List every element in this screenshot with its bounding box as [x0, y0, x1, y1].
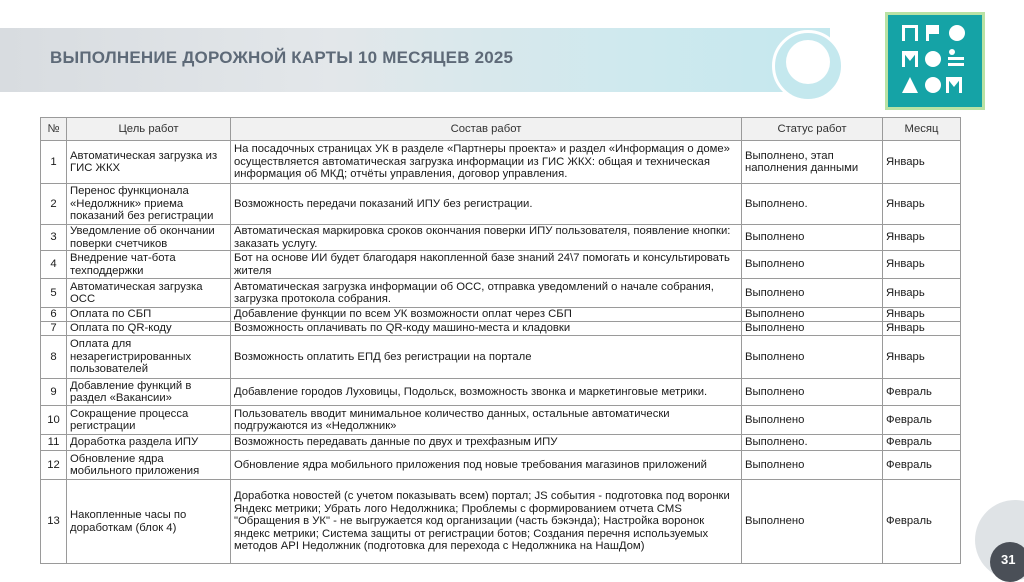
- cell-month: Январь: [883, 322, 961, 336]
- cell-content: Автоматическая загрузка информации об ОСС, отправка уведомлений о начале собрания, загрузка протокола собрания.: [231, 279, 742, 308]
- cell-goal: Сокращение процесса регистрации: [67, 406, 231, 435]
- cell-status: Выполнено: [742, 308, 883, 322]
- cell-status: Выполнено: [742, 225, 883, 251]
- cell-number: 10: [41, 406, 67, 435]
- cell-status: Выполнено: [742, 451, 883, 480]
- table-row: [41, 336, 961, 379]
- cell-content: Автоматическая маркировка сроков окончания поверки ИПУ пользователя, появление кнопки: заказать услугу.: [231, 225, 742, 251]
- cell-number: 1: [41, 141, 67, 184]
- cell-month: Февраль: [883, 435, 961, 451]
- cell-goal: Обновление ядра мобильного приложения: [67, 451, 231, 480]
- promoydom-logo: [885, 12, 985, 110]
- col-header-goal: Цель работ: [67, 118, 231, 141]
- cell-month: Январь: [883, 251, 961, 279]
- cell-goal: Доработка раздела ИПУ: [67, 435, 231, 451]
- cell-content: Бот на основе ИИ будет благодаря накопленной базе знаний 24\7 помогать и консультировать жителя: [231, 251, 742, 279]
- cell-month: Январь: [883, 279, 961, 308]
- col-header-number: №: [41, 118, 67, 141]
- cell-status: Выполнено: [742, 279, 883, 308]
- table-row: [41, 379, 961, 406]
- page-number-badge: [990, 542, 1024, 582]
- table-row: [41, 141, 961, 184]
- cell-content: На посадочных страницах УК в разделе «Партнеры проекта» и раздел «Информация о доме» осуществляется автоматическая загрузка информации из ГИС ЖКХ: общая и техническая информация об МКД; отчёты управления, договор управления.: [231, 141, 742, 184]
- table-row: [41, 225, 961, 251]
- page-number: 31: [1001, 552, 1016, 567]
- cell-status: Выполнено: [742, 336, 883, 379]
- cell-number: 4: [41, 251, 67, 279]
- cell-goal: Оплата для незарегистрированных пользователей: [67, 336, 231, 379]
- cell-number: 8: [41, 336, 67, 379]
- cell-month: Январь: [883, 336, 961, 379]
- table-row: [41, 451, 961, 480]
- table-row: [41, 279, 961, 308]
- cell-content: Возможность передачи показаний ИПУ без регистрации.: [231, 184, 742, 225]
- cell-content: Обновление ядра мобильного приложения под новые требования магазинов приложений: [231, 451, 742, 480]
- table-row: [41, 435, 961, 451]
- cell-content: Пользователь вводит минимальное количество данных, остальные автоматически подгружаются из «Недолжник»: [231, 406, 742, 435]
- cell-month: Февраль: [883, 480, 961, 564]
- cell-status: Выполнено, этап наполнения данными: [742, 141, 883, 184]
- cell-goal: Накопленные часы по доработкам (блок 4): [67, 480, 231, 564]
- col-header-status: Статус работ: [742, 118, 883, 141]
- roadmap-table: [40, 117, 961, 564]
- cell-number: 11: [41, 435, 67, 451]
- table-row: [41, 406, 961, 435]
- cell-goal: Автоматическая загрузка ОСС: [67, 279, 231, 308]
- cell-status: Выполнено: [742, 480, 883, 564]
- cell-status: Выполнено: [742, 322, 883, 336]
- cell-number: 12: [41, 451, 67, 480]
- cell-month: Январь: [883, 184, 961, 225]
- cell-status: Выполнено: [742, 406, 883, 435]
- col-header-content: Состав работ: [231, 118, 742, 141]
- cell-number: 3: [41, 225, 67, 251]
- cell-content: Добавление функции по всем УК возможности оплат через СБП: [231, 308, 742, 322]
- cell-goal: Перенос функционала «Недолжник» приема показаний без регистрации: [67, 184, 231, 225]
- col-header-month: Месяц: [883, 118, 961, 141]
- table-row: [41, 480, 961, 564]
- cell-content: Добавление городов Луховицы, Подольск, возможность звонка и маркетинговые метрики.: [231, 379, 742, 406]
- table-row: [41, 322, 961, 336]
- cell-month: Январь: [883, 141, 961, 184]
- cell-number: 2: [41, 184, 67, 225]
- cell-goal: Добавление функций в раздел «Вакансии»: [67, 379, 231, 406]
- cell-goal: Оплата по QR-коду: [67, 322, 231, 336]
- cell-goal: Внедрение чат-бота техподдержки: [67, 251, 231, 279]
- cell-content: Доработка новостей (с учетом показывать всем) портал; JS события - подготовка под воронки Яндекс метрики; Убрать лого Недолжника; Проблемы с формированием отчета CMS "Обращения в УК" - не выгружается код организации (часть бэкэнда); Настройка воронок яндекс метрики; Система защиты от регистрации ботов; Создания перечня используемых методов API Недолжник (подготовка для перехода с Недолжника на НашДом): [231, 480, 742, 564]
- table-header-row: [41, 118, 961, 141]
- cell-month: Январь: [883, 225, 961, 251]
- cell-month: Февраль: [883, 451, 961, 480]
- cell-goal: Оплата по СБП: [67, 308, 231, 322]
- logo-graphic: [888, 15, 982, 107]
- cell-number: 9: [41, 379, 67, 406]
- cell-number: 13: [41, 480, 67, 564]
- cell-content: Возможность оплатить ЕПД без регистрации на портале: [231, 336, 742, 379]
- cell-number: 7: [41, 322, 67, 336]
- cell-status: Выполнено.: [742, 435, 883, 451]
- cell-month: Февраль: [883, 379, 961, 406]
- cell-content: Возможность оплачивать по QR-коду машино-места и кладовки: [231, 322, 742, 336]
- table-row: [41, 308, 961, 322]
- cell-month: Февраль: [883, 406, 961, 435]
- cell-content: Возможность передавать данные по двух и трехфазным ИПУ: [231, 435, 742, 451]
- page-title: ВЫПОЛНЕНИЕ ДОРОЖНОЙ КАРТЫ 10 МЕСЯЦЕВ 2025: [50, 48, 514, 67]
- table-row: [41, 184, 961, 225]
- cell-number: 6: [41, 308, 67, 322]
- cell-month: Январь: [883, 308, 961, 322]
- cell-goal: Уведомление об окончании поверки счетчиков: [67, 225, 231, 251]
- cell-number: 5: [41, 279, 67, 308]
- table-row: [41, 251, 961, 279]
- decor-circle-inner: [786, 40, 830, 84]
- cell-goal: Автоматическая загрузка из ГИС ЖКХ: [67, 141, 231, 184]
- cell-status: Выполнено: [742, 251, 883, 279]
- cell-status: Выполнено.: [742, 184, 883, 225]
- cell-status: Выполнено: [742, 379, 883, 406]
